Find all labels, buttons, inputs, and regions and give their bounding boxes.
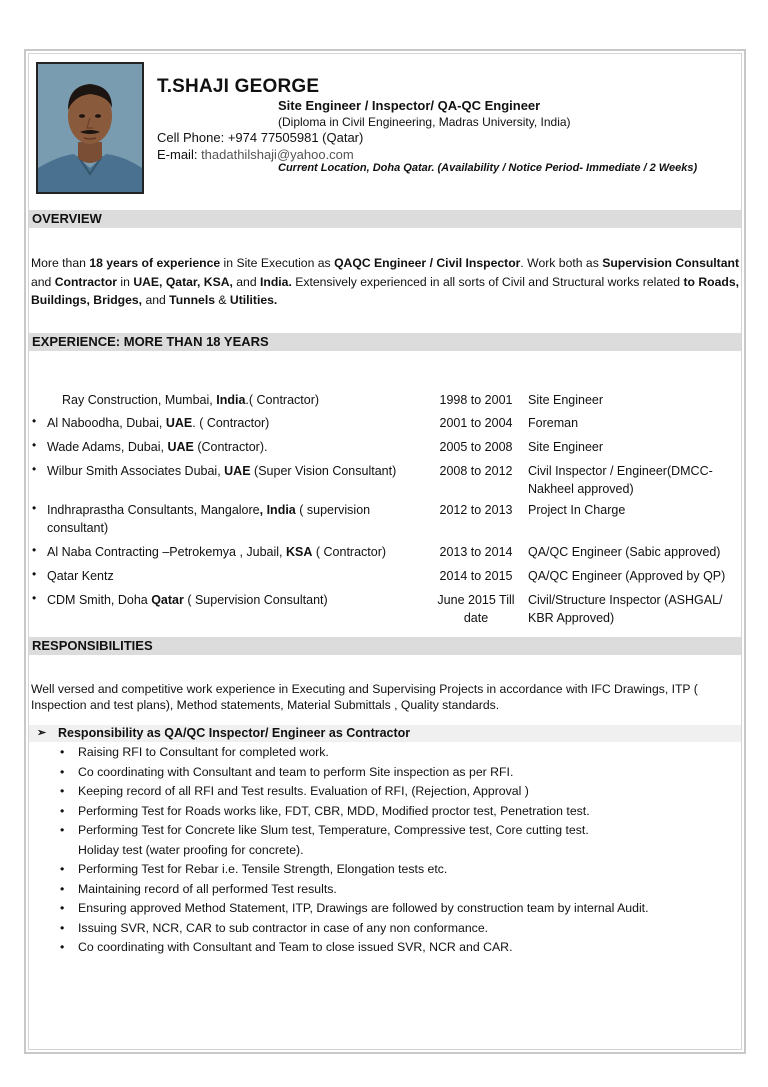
overview-supervision: Supervision Consultant [602,256,740,270]
overview-tunnels: Tunnels [169,293,215,307]
overview-part: Extensively experienced in all sorts of Civil and Structural works related [291,274,684,289]
list-item-text: Co coordinating with Consultant and Team to close issued SVR, NCR and CAR. [78,940,513,954]
bullet-icon: • [60,784,65,798]
job-title: Site Engineer / Inspector/ QA-QC Engineer [278,98,541,113]
list-item-text: Performing Test for Concrete like Slum test, Temperature, Compressive test, Core cutting test. Holiday test (water proofing for concrete). [78,823,589,857]
overview-part: in [117,274,134,289]
list-item-text: Performing Test for Rebar i.e. Tensile Strength, Elongation tests etc. [78,862,448,876]
company-text: Wilbur Smith Associates Dubai, [47,464,225,478]
responsibility-subheading-text: Responsibility as QA/QC Inspector/ Engineer as Contractor [58,726,411,740]
responsibilities-heading-label: RESPONSIBILITIES [32,638,153,653]
company-country: Qatar [151,593,184,607]
experience-role: Project In Charge [528,503,626,517]
overview-part: in Site Execution as [220,256,335,270]
experience-role: Site Engineer [528,393,604,407]
list-item-text: Co coordinating with Consultant and team to perform Site inspection as per RFI. [78,764,514,779]
list-item-text: Issuing SVR, NCR, CAR to sub contractor in case of any non conformance. [78,920,489,935]
experience-company [47,567,427,585]
overview-heading-label: OVERVIEW [32,211,102,226]
bullet-icon: • [32,591,37,605]
company-text: Wade Adams, Dubai, [47,440,168,454]
responsibilities-intro: Well versed and competitive work experience in Executing and Supervising Projects in accordance with IFC Drawings, ITP ( Inspection and test plans), Method statements, Material Submittals , Quality standards. [31,682,698,712]
education: (Diploma in Civil Engineering, Madras University, India) [278,115,571,129]
bullet-icon: • [60,901,65,915]
bullet-icon: • [60,920,65,935]
list-item-text: Raising RFI to Consultant for completed work. [78,745,329,759]
experience-role: Foreman [528,416,579,430]
overview-years: 18 years of experience [89,256,221,270]
bullet-icon: • [60,940,65,954]
company-text: Ray Construction, Mumbai, [62,393,217,407]
company-country: UAE [167,440,194,454]
overview-part: and [232,274,261,289]
responsibility-subheading [29,725,741,742]
arrow-bullet-icon: ➢ [37,727,47,739]
experience-company [47,414,427,432]
phone-number: Cell Phone: +974 77505981 (Qatar) [157,130,364,145]
list-item [60,802,740,822]
experience-period: 2008 to 2012 [439,464,513,478]
list-item-text: Keeping record of all RFI and Test results. Evaluation of RFI, (Rejection, Approval ) [78,784,529,798]
bullet-icon: • [60,823,65,837]
responsibilities-heading [29,637,741,655]
company-text: Al Naba Contracting –Petrokemya , Jubail, [47,545,287,559]
email-link[interactable]: thadathilshaji@yahoo.com [201,147,354,162]
company-country: UAE [165,416,193,430]
list-item-text: Performing Test for Roads works like, FDT, CBR, MDD, Modified proctor test, Penetration test. [78,803,590,818]
list-item [60,821,740,860]
list-item [60,743,740,763]
overview-text [31,254,739,310]
experience-company [47,462,427,480]
experience-period: 2013 to 2014 [439,545,513,559]
company-text: Qatar Kentz [47,569,114,583]
bullet-icon: • [60,881,65,896]
overview-part: and [142,293,170,307]
company-type: ( supervision consultant) [47,503,371,535]
list-item [60,938,740,958]
list-item [60,860,740,880]
overview-works: to Roads, Buildings, Bridges, [31,274,739,307]
list-item [60,880,740,900]
company-text: Indhraprastha Consultants, Mangalore [47,503,260,517]
company-type: .( Contractor) [245,393,320,407]
bullet-icon: • [32,501,37,515]
overview-utilities: Utilities. [229,293,278,307]
company-type: ( Supervision Consultant) [183,593,328,607]
experience-heading-label: EXPERIENCE: MORE THAN 18 YEARS [32,334,269,349]
responsibility-list [60,743,740,958]
overview-part: . Work both as [520,256,603,270]
experience-role: Site Engineer [528,440,604,454]
experience-period: 1998 to 2001 [439,393,513,407]
experience-company [47,543,427,561]
list-item [60,782,740,802]
profile-photo [36,62,144,194]
overview-part: & [215,293,230,307]
list-item [60,899,740,919]
company-type: ( Contractor) [312,545,387,559]
list-item [60,919,740,939]
experience-role: QA/QC Engineer (Approved by QP) [528,569,726,583]
bullet-icon: • [60,862,65,876]
experience-company [62,391,442,409]
bullet-icon: • [60,764,65,779]
company-country: India [216,393,246,407]
email-line [157,147,354,162]
experience-company [47,438,427,456]
bullet-icon: • [60,745,65,759]
experience-heading [29,333,741,351]
company-type: (Super Vision Consultant) [250,464,397,478]
company-country: KSA [286,545,313,559]
bullet-icon: • [60,803,65,818]
experience-role: Civil/Structure Inspector (ASHGAL/ KBR Approved) [528,593,723,625]
list-item [60,763,740,783]
experience-company [47,591,427,609]
company-text: Al Naboodha, Dubai, [47,416,166,430]
experience-period: 2001 to 2004 [439,416,513,430]
email-label: E-mail: [157,147,202,162]
bullet-icon: • [32,567,37,581]
experience-period: 2014 to 2015 [439,569,513,583]
company-type: . ( Contractor) [192,416,270,430]
list-item-text: Ensuring approved Method Statement, ITP, Drawings are followed by construction team by internal Audit. [78,901,649,915]
overview-role: QAQC Engineer / Civil Inspector [334,256,521,270]
experience-period: June 2015 Till date [437,593,515,625]
bullet-icon: • [32,438,37,452]
experience-period: 2005 to 2008 [439,440,513,454]
company-country: UAE [224,464,251,478]
company-country: , India [259,503,296,517]
bullet-icon: • [32,414,37,428]
company-type: (Contractor). [193,440,268,454]
overview-part: More than [31,256,90,270]
current-location: Current Location, Doha Qatar. (Availability / Notice Period- Immediate / 2 Weeks) [278,162,698,174]
candidate-name: T.SHAJI GEORGE [157,76,320,97]
bullet-icon: • [32,543,37,557]
overview-contractor: Contractor [54,274,118,289]
experience-role: Civil Inspector / Engineer(DMCC-Nakheel approved) [528,464,713,496]
overview-india: India. [260,274,292,289]
experience-company [47,501,407,537]
list-item-text: Maintaining record of all performed Test results. [78,881,337,896]
overview-countries: UAE, Qatar, KSA, [133,274,233,289]
overview-part: and [31,274,55,289]
overview-heading [29,210,741,228]
bullet-icon: • [32,462,37,476]
experience-role: QA/QC Engineer (Sabic approved) [528,545,721,559]
experience-period: 2012 to 2013 [439,503,513,517]
company-text: CDM Smith, Doha [47,593,152,607]
